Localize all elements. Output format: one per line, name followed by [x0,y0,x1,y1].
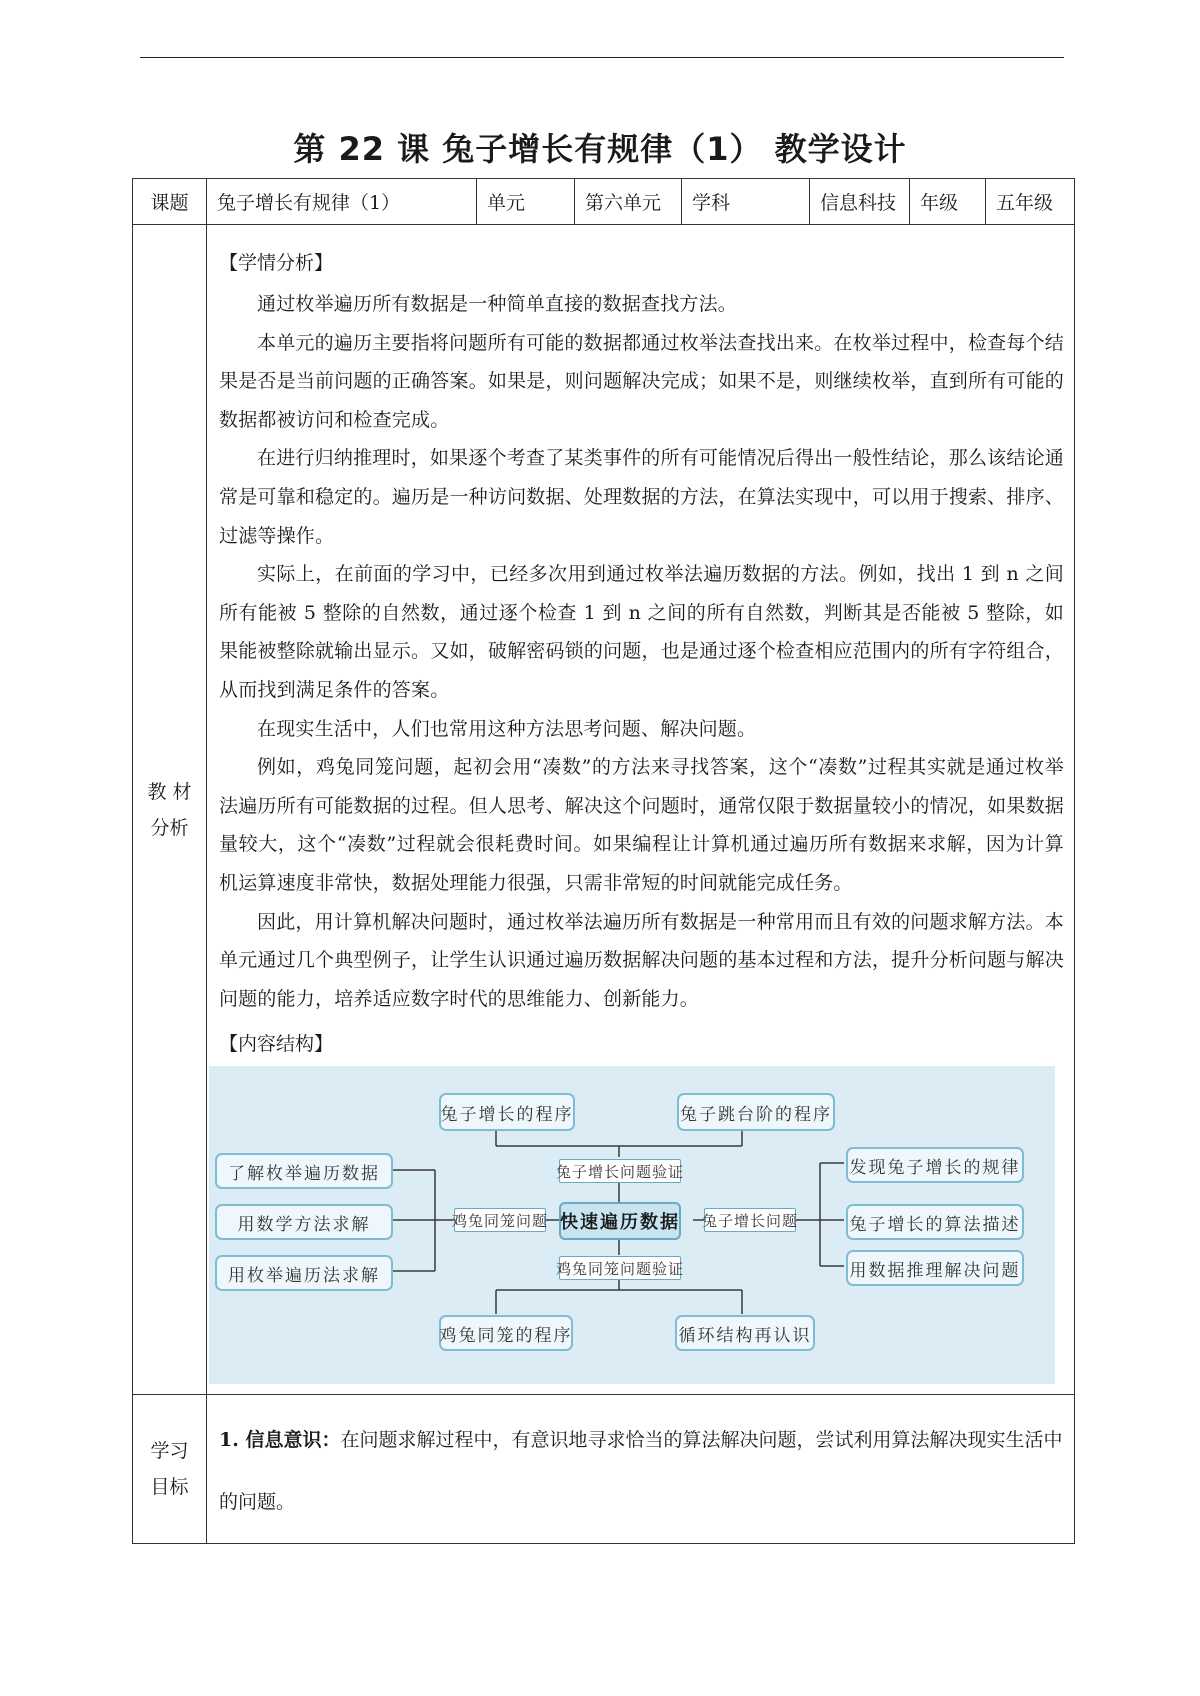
node-chicken-rabbit-verify: 鸡兔同笼问题验证 [559,1256,681,1280]
subject-value: 信息科技 [810,179,910,225]
goals-label [133,1395,207,1544]
node-learn-enumeration: 了解枚举遍历数据 [215,1153,393,1189]
goal-item-title: 1. 信息意识： [219,1429,341,1452]
grade-label: 年级 [910,179,986,225]
content-structure-heading: 【内容结构】 [219,1033,334,1056]
analysis-paragraph: 实际上，在前面的学习中，已经多次用到通过枚举法遍历数据的方法。例如，找出 1 到 n 之间所有能被 5 整除的自然数，通过逐个检查 1 到 n 之间的所有自然数，判断其是否能被 5 整除，如果能被整除就输出显示。又如，破解密码锁的问题，也是通过逐个检查相应范围内的所有字符组合，从而找到满足条件的答案。 [219,563,1064,701]
node-rabbit-steps-program: 兔子跳台阶的程序 [677,1093,835,1131]
node-rabbit-growth-problem: 兔子增长问题 [704,1208,796,1232]
subject-label: 学科 [682,179,810,225]
grade-value: 五年级 [986,179,1075,225]
analysis-content [207,225,1075,1395]
unit-value: 第六单元 [575,179,682,225]
node-chicken-rabbit-problem: 鸡兔同笼问题 [454,1208,546,1232]
lesson-plan-table [132,178,1075,1544]
analysis-label-line1: 教 材 [147,780,192,803]
unit-label: 单元 [477,179,575,225]
analysis-paragraph: 通过枚举遍历所有数据是一种简单直接的数据查找方法。 [257,293,738,315]
goals-label-line1: 学习 [150,1440,189,1463]
topic-value: 兔子增长有规律（1） [207,179,477,225]
goals-content [207,1395,1075,1544]
header-rule [140,57,1064,58]
learning-analysis-heading: 【学情分析】 [219,252,334,274]
node-discover-growth-pattern: 发现兔子增长的规律 [846,1147,1024,1183]
node-loop-structure-review: 循环结构再认识 [675,1315,815,1351]
analysis-paragraph: 例如，鸡兔同笼问题，起初会用“凑数”的方法来寻找答案，这个“凑数”过程其实就是通过枚举法遍历所有可能数据的过程。但人思考、解决这个问题时，通常仅限于数据量较小的情况，如果数据量较大，这个“凑数”过程就会很耗费时间。如果编程让计算机通过遍历所有数据来求解，因为计算机运算速度非常快，数据处理能力很强，只需非常短的时间就能完成任务。 [219,756,1064,894]
topic-label: 课题 [133,179,207,225]
goal-item [219,1409,1064,1533]
node-rabbit-growth-program: 兔子增长的程序 [439,1093,575,1131]
analysis-label [133,225,207,1395]
node-fast-traverse-data: 快速遍历数据 [559,1202,681,1240]
goal-item-text: 在问题求解过程中，有意识地寻求恰当的算法解决问题，尝试利用算法解决现实生活中的问题。 [219,1429,1063,1514]
node-growth-algorithm: 兔子增长的算法描述 [846,1204,1024,1240]
content-structure-diagram [209,1066,1055,1384]
node-rabbit-growth-verify: 兔子增长问题验证 [559,1159,681,1183]
goals-row [133,1395,1075,1544]
node-enumeration-method: 用枚举遍历法求解 [215,1255,393,1291]
node-math-method: 用数学方法求解 [215,1204,393,1240]
analysis-paragraph: 因此，用计算机解决问题时，通过枚举法遍历所有数据是一种常用而且有效的问题求解方法。本单元通过几个典型例子，让学生认识通过遍历数据解决问题的基本过程和方法，提升分析问题与解决问题的能力，培养适应数字时代的思维能力、创新能力。 [219,910,1064,1010]
node-data-reasoning: 用数据推理解决问题 [846,1250,1024,1286]
analysis-label-line2: 分析 [150,816,189,839]
analysis-paragraph: 在进行归纳推理时，如果逐个考查了某类事件的所有可能情况后得出一般性结论，那么该结论通常是可靠和稳定的。遍历是一种访问数据、处理数据的方法，在算法实现中，可以用于搜索、排序、过滤等操作。 [219,447,1064,547]
node-chicken-rabbit-program: 鸡兔同笼的程序 [439,1315,573,1351]
analysis-paragraph: 本单元的遍历主要指将问题所有可能的数据都通过枚举法查找出来。在枚举过程中，检查每个结果是否是当前问题的正确答案。如果是，则问题解决完成；如果不是，则继续枚举，直到所有可能的数据都被访问和检查完成。 [219,331,1064,431]
goals-label-line2: 目标 [150,1476,189,1499]
document-title: 第 22 课 兔子增长有规律（1） 教学设计 [293,130,907,168]
header-row [133,179,1075,225]
analysis-paragraph: 在现实生活中，人们也常用这种方法思考问题、解决问题。 [257,717,757,740]
analysis-row [133,225,1075,1395]
